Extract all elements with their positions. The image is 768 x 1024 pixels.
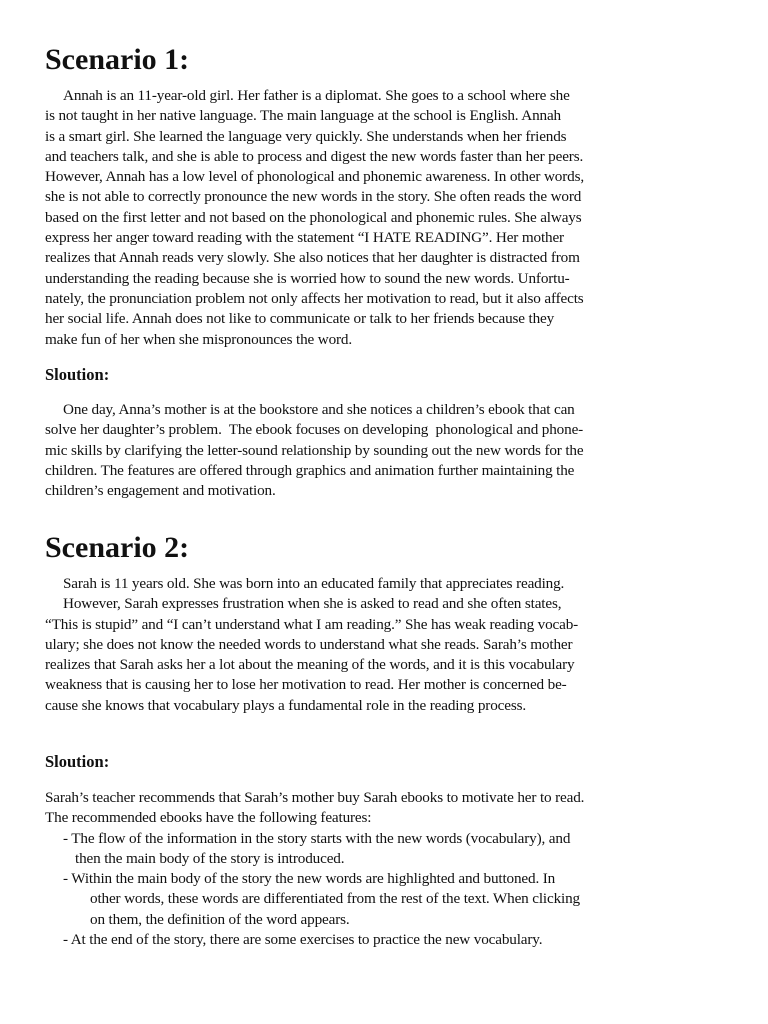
paragraph-line: her social life. Annah does not like to communicate or talk to her friends because they bbox=[45, 310, 555, 328]
scenario-1-paragraph bbox=[45, 86, 605, 350]
paragraph-line: solve her daughter’s problem. The ebook focuses on developing phonological and phone- bbox=[45, 421, 584, 439]
paragraph-line: understanding the reading because she is worried how to sound the new words. Unfortu- bbox=[45, 269, 570, 287]
paragraph-line: nately, the pronunciation problem not only affects her motivation to read, but it also affects bbox=[45, 289, 584, 307]
paragraph-line: “This is stupid” and “I can’t understand what I am reading.” She has weak reading vocab- bbox=[45, 615, 579, 633]
paragraph-line: make fun of her when she mispronounces the word. bbox=[45, 330, 353, 348]
paragraph-line: weakness that is causing her to lose her motivation to read. Her mother is concerned be- bbox=[45, 676, 567, 694]
paragraph-line: realizes that Annah reads very slowly. She also notices that her daughter is distracted from bbox=[45, 249, 580, 267]
paragraph-line: mic skills by clarifying the letter-sound relationship by sounding out the new words for the bbox=[45, 441, 584, 459]
paragraph-line: children’s engagement and motivation. bbox=[45, 482, 276, 500]
paragraph-line: However, Annah has a low level of phonological and phonemic awareness. In other words, bbox=[45, 168, 584, 186]
bullet-item: - Within the main body of the story the new words are highlighted and buttoned. In bbox=[63, 870, 556, 888]
bullet-item: - The flow of the information in the story starts with the new words (vocabulary), and bbox=[63, 829, 571, 847]
paragraph-line: The recommended ebooks have the following features: bbox=[45, 809, 372, 827]
scenario-2-heading: Scenario 2: bbox=[45, 531, 190, 564]
paragraph-line: she is not able to correctly pronounce the new words in the story. She often reads the word bbox=[45, 188, 582, 206]
paragraph-line: is not taught in her native language. The main language at the school is English. Annah bbox=[45, 107, 562, 125]
scenario-2-paragraph bbox=[45, 574, 605, 716]
paragraph-line: Annah is an 11-year-old girl. Her father is a diplomat. She goes to a school where she bbox=[63, 87, 570, 104]
paragraph-line: children. The features are offered through graphics and animation further maintaining the bbox=[45, 461, 575, 479]
scenario-1-solution-heading: Sloution: bbox=[45, 365, 110, 384]
paragraph-line: is a smart girl. She learned the language very quickly. She understands when her friends bbox=[45, 127, 567, 145]
bullet-item: - At the end of the story, there are some exercises to practice the new vocabulary. bbox=[63, 931, 543, 949]
paragraph-line: ulary; she does not know the needed words to understand what she reads. Sarah’s mother bbox=[45, 635, 573, 653]
paragraph-line: and teachers talk, and she is able to process and digest the new words faster than her peers. bbox=[45, 147, 584, 165]
bullet-continuation: then the main body of the story is introduced. bbox=[75, 849, 345, 867]
scenario-2-solution-paragraph bbox=[45, 788, 605, 950]
paragraph-line: cause she knows that vocabulary plays a fundamental role in the reading process. bbox=[45, 696, 527, 714]
paragraph-line: express her anger toward reading with the statement “I HATE READING”. Her mother bbox=[45, 229, 564, 247]
paragraph-line: However, Sarah expresses frustration when she is asked to read and she often states, bbox=[63, 595, 562, 613]
bullet-continuation: on them, the definition of the word appears. bbox=[90, 910, 350, 928]
scenario-1-heading: Scenario 1: bbox=[45, 43, 190, 76]
paragraph-line: One day, Anna’s mother is at the bookstore and she notices a children’s ebook that can bbox=[63, 401, 575, 418]
paragraph-line: Sarah is 11 years old. She was born into an educated family that appreciates reading. bbox=[63, 575, 565, 592]
paragraph-line: based on the first letter and not based on the phonological and phonemic rules. She always bbox=[45, 208, 582, 226]
paragraph-line: realizes that Sarah asks her a lot about the meaning of the words, and it is this vocabulary bbox=[45, 656, 575, 674]
paragraph-line: Sarah’s teacher recommends that Sarah’s mother buy Sarah ebooks to motivate her to read. bbox=[45, 789, 585, 806]
bullet-continuation: other words, these words are differentiated from the rest of the text. When clicking bbox=[90, 890, 580, 908]
scenario-2-solution-heading: Sloution: bbox=[45, 752, 110, 771]
scenario-1-solution-paragraph bbox=[45, 400, 605, 501]
